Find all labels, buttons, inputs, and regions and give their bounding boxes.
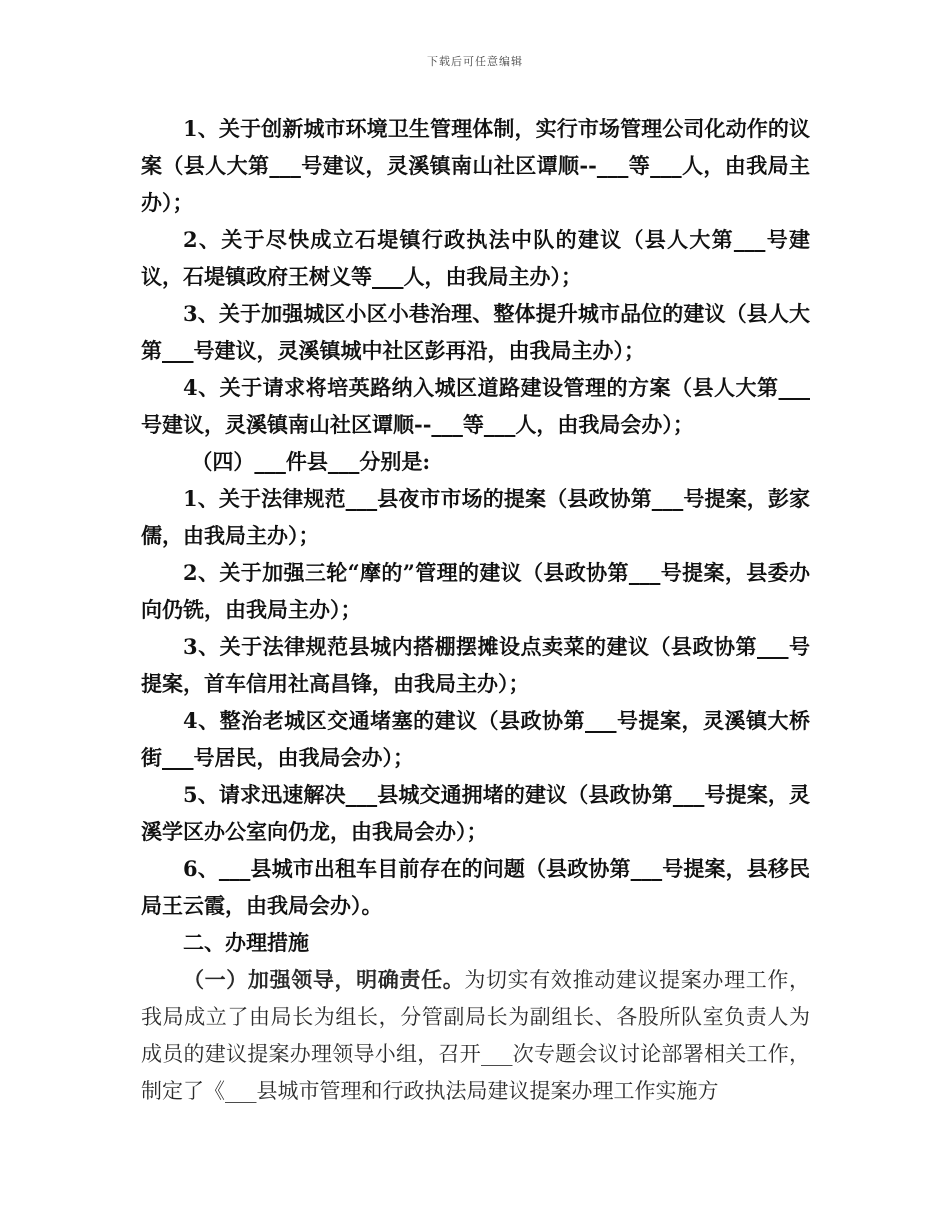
document-body — [141, 110, 810, 1110]
paragraph-2: 2、关于尽快成立石堤镇行政执法中队的建议（县人大第___号建议，石堤镇政府王树义等___人，由我局主办）； — [141, 227, 810, 289]
paragraph-10: 6、___县城市出租车目前存在的问题（县政协第___号提案，县移民局王云霞，由我局会办）。 — [141, 856, 810, 918]
paragraph-3: 3、关于加强城区小区小巷治理、整体提升城市品位的建议（县人大第___号建议，灵溪镇城中社区彭再沿，由我局主办）； — [141, 301, 810, 363]
paragraph-measures — [141, 961, 810, 1110]
paragraph-5: 1、关于法律规范___县夜市市场的提案（县政协第___号提案，彭家儒，由我局主办）； — [141, 486, 810, 548]
paragraph-7: 3、关于法律规范县城内搭棚摆摊设点卖菜的建议（县政协第___号提案，首车信用社高昌锋，由我局主办）； — [141, 634, 810, 696]
measures-body: 为切实有效推动建议提案办理工作，我局成立了由局长为组长，分管副局长为副组长、各股所队室负责人为成员的建议提案办理领导小组，召开___次专题会议讨论部署相关工作，制定了《___县城市管理和行政执法局建议提案办理工作实施方 — [141, 968, 811, 1103]
measures-lead: （一）加强领导，明确责任。 — [183, 967, 465, 992]
section-heading-4: （四）___件县___分别是: — [191, 449, 431, 474]
paragraph-8: 4、整治老城区交通堵塞的建议（县政协第___号提案，灵溪镇大桥街___号居民，由我局会办）； — [141, 708, 810, 770]
page-header: 下载后可任意编辑 — [427, 55, 523, 68]
paragraph-4: 4、关于请求将培英路纳入城区道路建设管理的方案（县人大第___号建议，灵溪镇南山社区谭顺--___等___人，由我局会办）； — [141, 375, 810, 437]
paragraph-6: 2、关于加强三轮“摩的”管理的建议（县政协第___号提案，县委办向仍铣，由我局主办）； — [141, 560, 810, 622]
paragraph-1: 1、关于创新城市环境卫生管理体制，实行市场管理公司化动作的议案（县人大第___号建议，灵溪镇南山社区谭顺--___等___人，由我局主办）； — [141, 116, 810, 215]
paragraph-9: 5、请求迅速解决___县城交通拥堵的建议（县政协第___号提案，灵溪学区办公室向仍龙，由我局会办）； — [141, 782, 810, 844]
section-heading-measures: 二、办理措施 — [183, 930, 309, 955]
